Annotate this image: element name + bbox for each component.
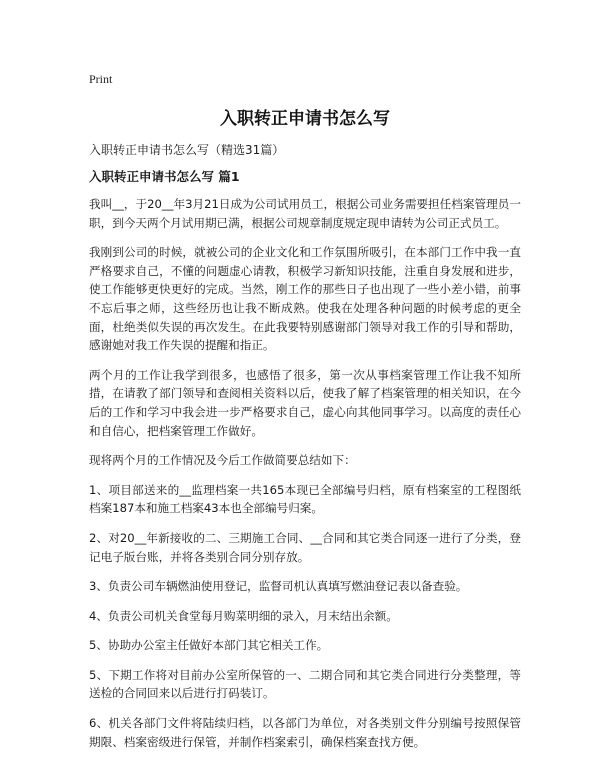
- list-item: 3、负责公司车辆燃油使用登记，监督司机认真填写燃油登记表以备查验。: [89, 579, 468, 594]
- paragraph: 我刚到公司的时候，就被公司的企业文化和工作氛围所吸引，在本部门工作中我一直严格要求自己，不懂的问题虚心请教，积极学习新知识技能，注重自身发展和进步，使工作能够更快更好的完成。当然，刚工作的那些日子也出现了一些小差小错，前事不忘后事之师，这些经历也让我不断成熟。使我在处理各种问题的时候考虑的更全面，杜绝类似失误的再次发生。在此我要特别感谢部门领导对我工作的引导和帮助，感谢她对我工作失误的提醒和指正。: [89, 245, 521, 353]
- list-item: 5、下期工作将对目前办公室所保管的一、二期合同和其它类合同进行分类整理，等送检的合同回来以后进行打码装订。: [89, 667, 521, 701]
- paragraph: 现将两个月的工作情况及今后工作做简要总结如下：: [89, 453, 356, 468]
- list-item: 4、负责公司机关食堂每月购菜明细的录入，月末结出余额。: [89, 608, 398, 623]
- page-title: 入职转正申请书怎么写: [220, 109, 390, 129]
- document-subtitle: 入职转正申请书怎么写（精选31篇）: [89, 143, 285, 157]
- paragraph: 两个月的工作让我学到很多，也感悟了很多，第一次从事档案管理工作让我不知所措，在请教了部门领导和查阅相关资料以后，使我了解了档案管理的相关知识，在今后的工作和学习中我会进一步严格要求自己，虚心向其他同事学习。以高度的责任心和自信心，把档案管理工作做好。: [89, 367, 521, 438]
- section-heading: 入职转正申请书怎么写 篇1: [89, 169, 240, 184]
- list-item: 2、对20__年新接收的二、三期施工合同、__合同和其它类合同逐一进行了分类，登记电子版台账，并将各类别合同分别存放。: [89, 530, 521, 564]
- document-page: [89, 72, 521, 762]
- paragraph: 我叫__，于20__年3月21日成为公司试用员工，根据公司业务需要担任档案管理员一职，到今天两个月试用期已满，根据公司规章制度规定现申请转为公司正式员工。: [89, 197, 521, 230]
- list-item: 5、协助办公室主任做好本部门其它相关工作。: [89, 638, 329, 653]
- list-item: 6、机关各部门文件将陆续归档，以各部门为单位，对各类别文件分别编号按照保管期限、档案密级进行保管，并制作档案索引，确保档案查找方便。: [89, 716, 521, 749]
- print-link[interactable]: Print: [89, 72, 113, 86]
- list-item: 1、项目部送来的__监理档案一共165本现已全部编号归档，原有档案室的工程图纸档案187本和施工档案43本也全部编号归案。: [89, 482, 521, 516]
